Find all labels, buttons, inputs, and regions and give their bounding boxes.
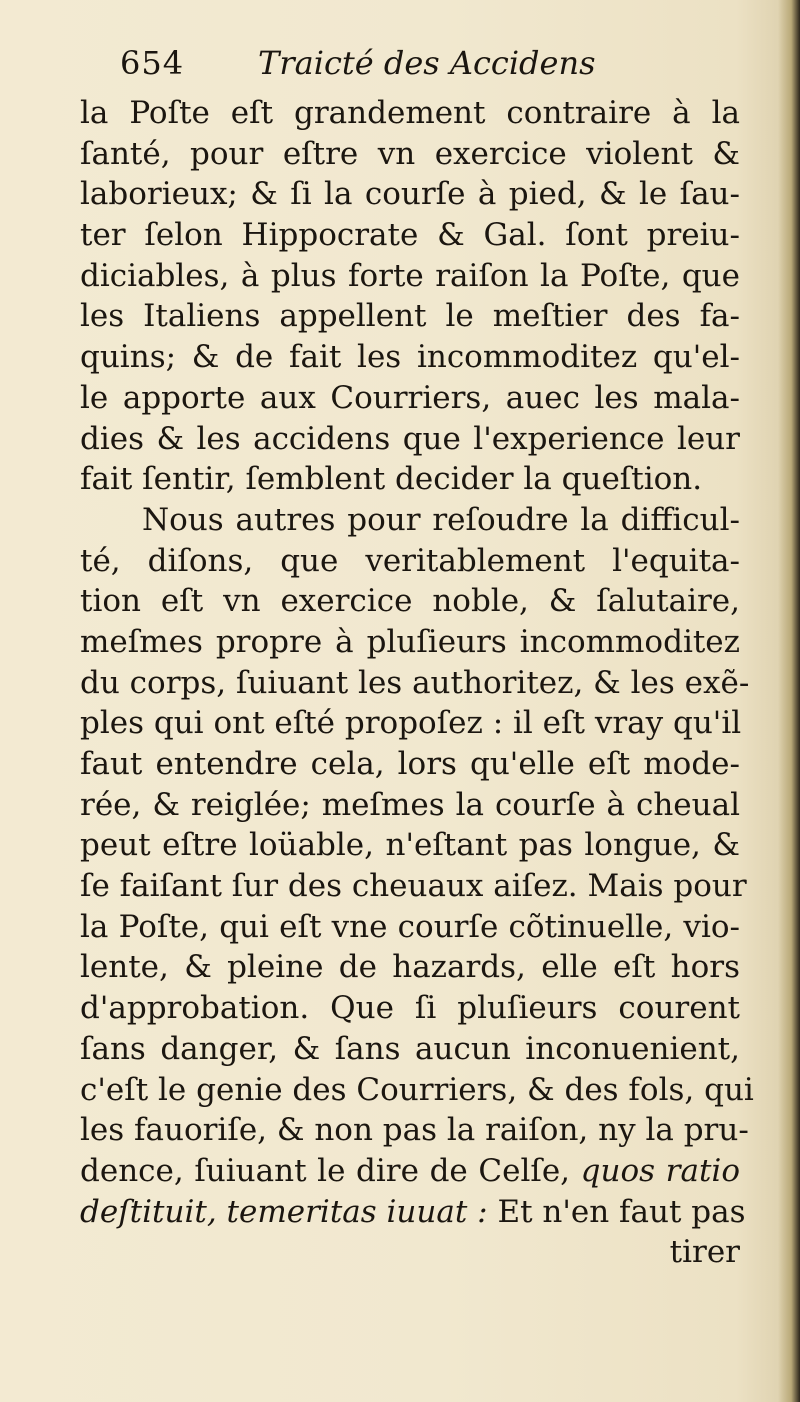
- text-line: meſmes propre à pluſieurs incommoditez: [80, 623, 740, 660]
- text-line: fait ſentir, ſemblent decider la queſtion.: [80, 461, 703, 498]
- text-line: ter ſelon Hippocrate & Gal. ſont preiu-: [80, 217, 740, 254]
- page-header: [120, 42, 720, 92]
- text-line: la Poſte, qui eſt vne courſe cõtinuelle, vio-: [80, 908, 740, 945]
- text-line: lente, & pleine de hazards, elle eſt hors: [80, 949, 740, 986]
- text-line: laborieux; & ſi la courſe à pied, & le ſau-: [80, 176, 740, 213]
- latin-quote: deſtituit, temeritas iuuat :: [80, 1193, 488, 1230]
- latin-quote: quos ratio: [580, 1152, 741, 1189]
- text-line: la Poſte eſt grandement contraire à la: [80, 95, 740, 131]
- text-segment: dence, ſuiuant le dire de Celſe,: [80, 1152, 571, 1189]
- paragraph-start-line: Nous autres pour reſoudre la difficul-: [142, 501, 740, 538]
- text-line: faut entendre cela, lors qu'elle eſt mode-: [80, 746, 740, 782]
- running-title: Traicté des Accidens: [258, 44, 596, 82]
- body-text: [80, 93, 754, 1273]
- page-gutter-shadow: [778, 0, 800, 1402]
- catchword: tirer: [669, 1234, 740, 1271]
- text-line: c'eſt le genie des Courriers, & des fols, qui: [80, 1071, 754, 1108]
- text-line: ples qui ont eſté propoſez : il eſt vray qu'il: [80, 705, 742, 742]
- text-line-with-quote: [80, 1192, 746, 1233]
- text-line: peut eſtre loüable, n'eſtant pas longue, &: [80, 827, 740, 864]
- text-line-with-quote: [80, 1151, 740, 1192]
- text-line: les Italiens appellent le meſtier des fa-: [80, 298, 740, 335]
- text-line: le apporte aux Courriers, auec les mala-: [80, 379, 740, 416]
- text-line: tion eſt vn exercice noble, & ſalutaire,: [80, 583, 740, 620]
- text-line: dies & les accidens que l'experience leur: [80, 420, 740, 457]
- text-line: ſe faiſant ſur des cheuaux aiſez. Mais pour: [80, 868, 747, 905]
- text-line: rée, & reiglée; meſmes la courſe à cheual: [80, 786, 740, 823]
- page-number: 654: [120, 44, 185, 82]
- text-line: du corps, ſuiuant les authoritez, & les exẽ-: [80, 664, 750, 701]
- text-line: d'approbation. Que ſi pluſieurs courent: [80, 990, 740, 1027]
- text-line: diciables, à plus forte raiſon la Poſte, que: [80, 257, 740, 294]
- text-line: ſans danger, & ſans aucun inconuenient,: [80, 1030, 740, 1067]
- text-line: quins; & de fait les incommoditez qu'el-: [80, 339, 740, 376]
- text-line: ſanté, pour eſtre vn exercice violent &: [80, 135, 740, 172]
- text-line: té, diſons, que veritablement l'equita-: [80, 542, 740, 579]
- text-segment: Et n'en faut pas: [497, 1193, 746, 1230]
- text-line: les fauoriſe, & non pas la raiſon, ny la pru-: [80, 1112, 749, 1149]
